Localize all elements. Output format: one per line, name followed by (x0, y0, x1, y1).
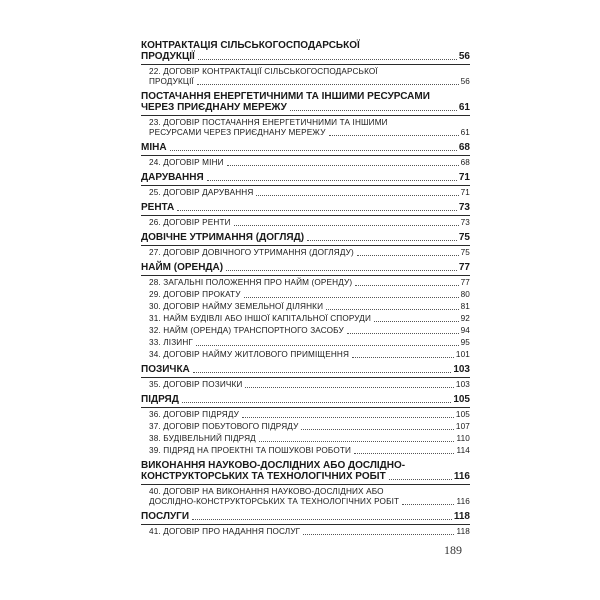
toc-title-line: ПРОДУКЦІЇ (141, 51, 195, 62)
toc-section (141, 258, 470, 276)
toc-entry (141, 336, 470, 348)
toc-page-number: 77 (458, 262, 470, 273)
toc-section (141, 198, 470, 216)
toc-title-line: КОНСТРУКТОРСЬКИХ ТА ТЕХНОЛОГІЧНИХ РОБІТ (141, 471, 386, 482)
toc-title-line: 23. ДОГОВІР ПОСТАЧАННЯ ЕНЕРГЕТИЧНИМИ ТА ІНШИМИ (149, 118, 388, 127)
toc-page-number: 56 (460, 77, 470, 86)
toc-page-number: 95 (460, 338, 470, 347)
dot-leader (402, 504, 454, 505)
dot-leader (193, 372, 452, 373)
toc-title-line: ПОСЛУГИ (141, 511, 190, 522)
dot-leader (259, 441, 455, 442)
toc-entry (141, 408, 470, 420)
toc-entry (141, 324, 470, 336)
toc-page-number: 75 (458, 232, 470, 243)
toc-title-line: 30. ДОГОВІР НАЙМУ ЗЕМЕЛЬНОЇ ДІЛЯНКИ (149, 302, 324, 311)
dot-leader (290, 110, 457, 111)
toc-section (141, 168, 470, 186)
toc-title-line: 24. ДОГОВІР МІНИ (149, 158, 224, 167)
toc-title-line: 41. ДОГОВІР ПРО НАДАННЯ ПОСЛУГ (149, 527, 301, 536)
toc-entry (141, 186, 470, 198)
toc-page-number: 61 (460, 128, 470, 137)
toc-title-line: 39. ПІДРЯД НА ПРОЕКТНІ ТА ПОШУКОВІ РОБОТИ (149, 446, 352, 455)
toc-title-line: 36. ДОГОВІР ПІДРЯДУ (149, 410, 239, 419)
dot-leader (242, 417, 454, 418)
toc-entry (141, 288, 470, 300)
toc-title-line: ВИКОНАННЯ НАУКОВО-ДОСЛІДНИХ АБО ДОСЛІДНО- (141, 460, 406, 471)
toc-section (141, 138, 470, 156)
toc-entry (141, 444, 470, 456)
toc-title-line: 25. ДОГОВІР ДАРУВАННЯ (149, 188, 254, 197)
toc-entry (141, 420, 470, 432)
toc-page-number: 77 (460, 278, 470, 287)
dot-leader (307, 240, 457, 241)
toc-page-number: 68 (460, 158, 470, 167)
toc-title-line: ПІДРЯД (141, 394, 179, 405)
toc-entry (141, 65, 470, 87)
dot-leader (357, 255, 459, 256)
dot-leader (329, 135, 459, 136)
toc-page-number: 73 (460, 218, 470, 227)
toc-entry (141, 156, 470, 168)
toc-page-number: 103 (455, 380, 470, 389)
toc-title-line: ЧЕРЕЗ ПРИЄДНАНУ МЕРЕЖУ (141, 102, 287, 113)
dot-leader (303, 534, 454, 535)
toc-page-number: 107 (455, 422, 470, 431)
dot-leader (226, 270, 457, 271)
toc-page-number: 68 (458, 142, 470, 153)
toc-page-number: 114 (456, 446, 470, 455)
toc-page-number: 105 (453, 394, 470, 405)
toc-title-line: РЕСУРСАМИ ЧЕРЕЗ ПРИЄДНАНУ МЕРЕЖУ (149, 128, 326, 137)
toc-entry (141, 432, 470, 444)
dot-leader (170, 150, 457, 151)
dot-leader (256, 195, 458, 196)
toc-title-line: 29. ДОГОВІР ПРОКАТУ (149, 290, 241, 299)
toc-entry (141, 485, 470, 507)
toc-title-line: КОНТРАКТАЦІЯ СІЛЬСЬКОГОСПОДАРСЬКОЇ (141, 40, 360, 51)
toc-entry (141, 276, 470, 288)
toc-page-number: 116 (456, 497, 470, 506)
toc-page-number: 81 (460, 302, 470, 311)
dot-leader (244, 297, 459, 298)
dot-leader (197, 84, 459, 85)
dot-leader (207, 180, 457, 181)
toc-page-number: 118 (456, 527, 470, 536)
toc-title-line: РЕНТА (141, 202, 175, 213)
dot-leader (374, 321, 459, 322)
dot-leader (192, 519, 452, 520)
dot-leader (347, 333, 459, 334)
dot-leader (389, 479, 452, 480)
toc-page-number: 61 (458, 102, 470, 113)
toc-page-number: 75 (460, 248, 470, 257)
toc-entry (141, 348, 470, 360)
toc-title-line: 35. ДОГОВІР ПОЗИЧКИ (149, 380, 243, 389)
dot-leader (234, 225, 459, 226)
toc-entry (141, 378, 470, 390)
toc-page-number: 73 (458, 202, 470, 213)
dot-leader (177, 210, 457, 211)
toc-title-line: ПРОДУКЦІЇ (149, 77, 194, 86)
toc-entry (141, 300, 470, 312)
toc-title-line: ПОСТАЧАННЯ ЕНЕРГЕТИЧНИМИ ТА ІНШИМИ РЕСУРСАМИ (141, 91, 430, 102)
dot-leader (354, 453, 454, 454)
toc-title-line: 34. ДОГОВІР НАЙМУ ЖИТЛОВОГО ПРИМІЩЕННЯ (149, 350, 350, 359)
toc-title-line: 27. ДОГОВІР ДОВІЧНОГО УТРИМАННЯ (ДОГЛЯДУ) (149, 248, 354, 257)
toc-page-number: 118 (453, 511, 470, 522)
toc-title-line: НАЙМ (ОРЕНДА) (141, 262, 224, 273)
toc-title-line: 38. БУДІВЕЛЬНИЙ ПІДРЯД (149, 434, 256, 443)
toc-section (141, 360, 470, 378)
dot-leader (245, 387, 453, 388)
toc-title-line: 28. ЗАГАЛЬНІ ПОЛОЖЕННЯ ПРО НАЙМ (ОРЕНДУ) (149, 278, 353, 287)
toc-title-line: ДАРУВАННЯ (141, 172, 204, 183)
toc-title-line: 32. НАЙМ (ОРЕНДА) ТРАНСПОРТНОГО ЗАСОБУ (149, 326, 344, 335)
toc-entry (141, 216, 470, 228)
toc-title-line: 22. ДОГОВІР КОНТРАКТАЦІЇ СІЛЬСЬКОГОСПОДАРСЬКОЇ (149, 67, 378, 76)
toc-title-line: 37. ДОГОВІР ПОБУТОВОГО ПІДРЯДУ (149, 422, 299, 431)
toc-page-number: 80 (460, 290, 470, 299)
toc-page-number: 105 (455, 410, 470, 419)
toc-title-line: 40. ДОГОВІР НА ВИКОНАННЯ НАУКОВО-ДОСЛІДНИХ АБО (149, 487, 384, 496)
toc-title-line: ДОВІЧНЕ УТРИМАННЯ (ДОГЛЯД) (141, 232, 305, 243)
dot-leader (182, 402, 451, 403)
toc-title-line: 31. НАЙМ БУДІВЛІ АБО ІНШОЇ КАПІТАЛЬНОЇ СПОРУДИ (149, 314, 371, 323)
toc-page-number: 101 (455, 350, 470, 359)
toc-page-number: 116 (453, 471, 470, 482)
toc-section (141, 456, 470, 485)
toc-title-line: ДОСЛІДНО-КОНСТРУКТОРСЬКИХ ТА ТЕХНОЛОГІЧНИХ РОБІТ (149, 497, 400, 506)
toc-section (141, 36, 470, 65)
toc-title-line: 26. ДОГОВІР РЕНТИ (149, 218, 231, 227)
toc-section (141, 87, 470, 116)
dot-leader (355, 285, 458, 286)
dot-leader (326, 309, 458, 310)
toc-page-number: 110 (456, 434, 470, 443)
toc-section (141, 228, 470, 246)
toc-section (141, 507, 470, 525)
toc-page-number: 56 (458, 51, 470, 62)
dot-leader (227, 165, 459, 166)
toc-page-number: 71 (460, 188, 470, 197)
toc-entry (141, 246, 470, 258)
table-of-contents (141, 36, 470, 537)
dot-leader (352, 357, 454, 358)
toc-section (141, 390, 470, 408)
toc-title-line: ПОЗИЧКА (141, 364, 190, 375)
toc-title-line: 33. ЛІЗИНГ (149, 338, 193, 347)
toc-title-line: МІНА (141, 142, 167, 153)
toc-entry (141, 116, 470, 138)
toc-page-number: 103 (453, 364, 470, 375)
page-number: 189 (444, 543, 462, 557)
dot-leader (196, 345, 459, 346)
toc-entry (141, 312, 470, 324)
toc-page-number: 94 (460, 326, 470, 335)
dot-leader (198, 59, 457, 60)
toc-entry (141, 525, 470, 537)
toc-page-number: 71 (458, 172, 470, 183)
dot-leader (301, 429, 453, 430)
toc-page-number: 92 (460, 314, 470, 323)
